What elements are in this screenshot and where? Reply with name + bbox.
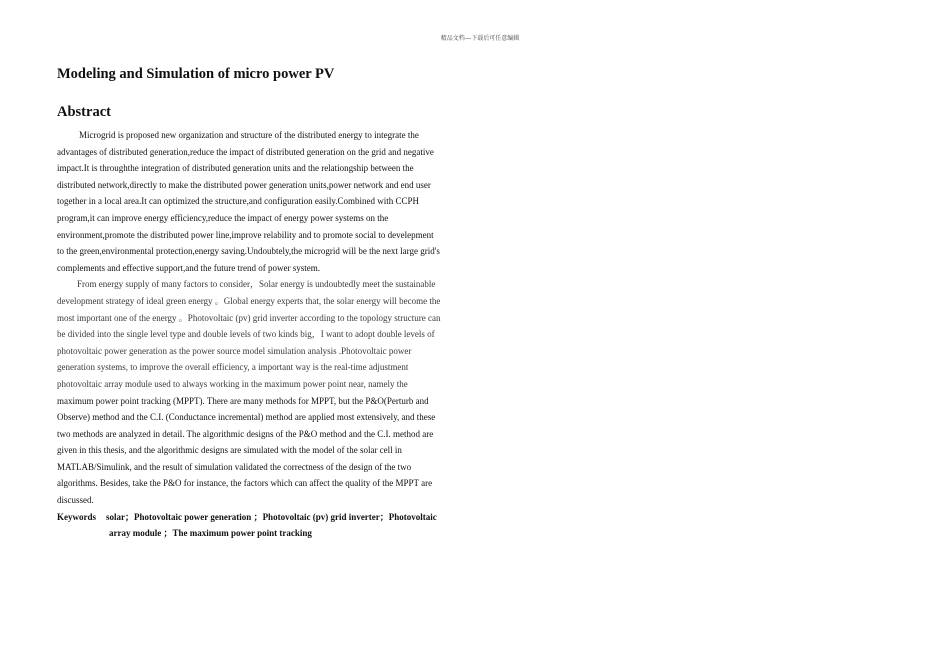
text-line: photovoltaic power generation as the power source model simulation analysis .Photovoltaic power	[57, 345, 412, 356]
document-title: Modeling and Simulation of micro power PV	[57, 66, 335, 82]
text-line: distributed network,directly to make the distributed power generation units,power network and end user	[57, 179, 431, 190]
keywords-text: solar；Photovoltaic power generation ；Photovoltaic (pv) grid inverter；Photovoltaic	[106, 511, 437, 522]
text-line: From energy supply of many factors to consider，Solar energy is undoubtedly meet the sustainable	[77, 279, 436, 290]
text-line: complements and effective support,and the future trend of power system.	[57, 262, 321, 273]
abstract-paragraph-3	[57, 393, 477, 509]
text-line: photovoltaic array module used to always working in the maximum power point near, namely the	[57, 378, 408, 389]
text-line: advantages of distributed generation,reduce the impact of distributed generation on the grid and negative	[57, 146, 434, 157]
text-line: two methods are analyzed in detail. The algorithmic designs of the P&O method and the C.I. method are	[57, 428, 434, 439]
text-line: MATLAB/Simulink, and the result of simulation validated the correctness of the design of the two	[57, 461, 412, 472]
text-line: together in a local area.It can optimized the structure,and configuration easily.Combined with CCPH	[57, 196, 420, 207]
text-line: discussed.	[57, 495, 94, 506]
text-line: generation systems, to improve the overall efficiency, a important way is the real-time adjustment	[57, 362, 409, 373]
text-line: Observe) method and the C.I. (Conductance incremental) method are applied most extensively, and these	[57, 412, 436, 423]
text-line: Microgrid is proposed new organization and structure of the distributed energy to integrate the	[79, 130, 419, 140]
keywords-label: Keywords	[57, 511, 96, 522]
text-line: given in this thesis, and the algorithmic designs are simulated with the model of the solar cell in	[57, 445, 402, 456]
text-line: environment,promote the distributed power line,improve relability and to promote social to develepment	[57, 229, 434, 240]
keywords-line: array module ；The maximum power point tracking	[109, 528, 312, 539]
keywords-line	[57, 509, 477, 526]
abstract-paragraph-2	[57, 276, 477, 392]
abstract-paragraph-1	[57, 127, 477, 276]
text-line: impact.It is throughthe integration of distributed generation units and the relationgship between the	[57, 163, 414, 174]
abstract-heading: Abstract	[57, 104, 111, 120]
abstract-body	[57, 127, 477, 542]
text-line: development strategy of ideal green energy 。Global energy experts that, the solar energy will become the	[57, 295, 441, 306]
text-line: most important one of the energy 。Photovoltaic (pv) grid inverter according to the topology structure can	[57, 312, 441, 323]
text-line: program,it can improve energy efficiency,reduce the impact of energy power systems on the	[57, 212, 389, 223]
text-line: maximum power point tracking (MPPT). There are many methods for MPPT, but the P&O(Perturb and	[57, 395, 429, 406]
text-line: algorithms. Besides, take the P&O for instance, the factors which can affect the quality of the MPPT are	[57, 478, 433, 489]
header-note: 精品文档---下载后可任意编辑	[440, 35, 520, 42]
keywords-block	[57, 509, 477, 542]
text-line: be divided into the single level type and double levels of two kinds big，I want to adopt double levels of	[57, 329, 435, 340]
text-line: to the green,environmental protection,energy saving.Undoubtely,the microgrid will be the next large grid's	[57, 246, 440, 257]
